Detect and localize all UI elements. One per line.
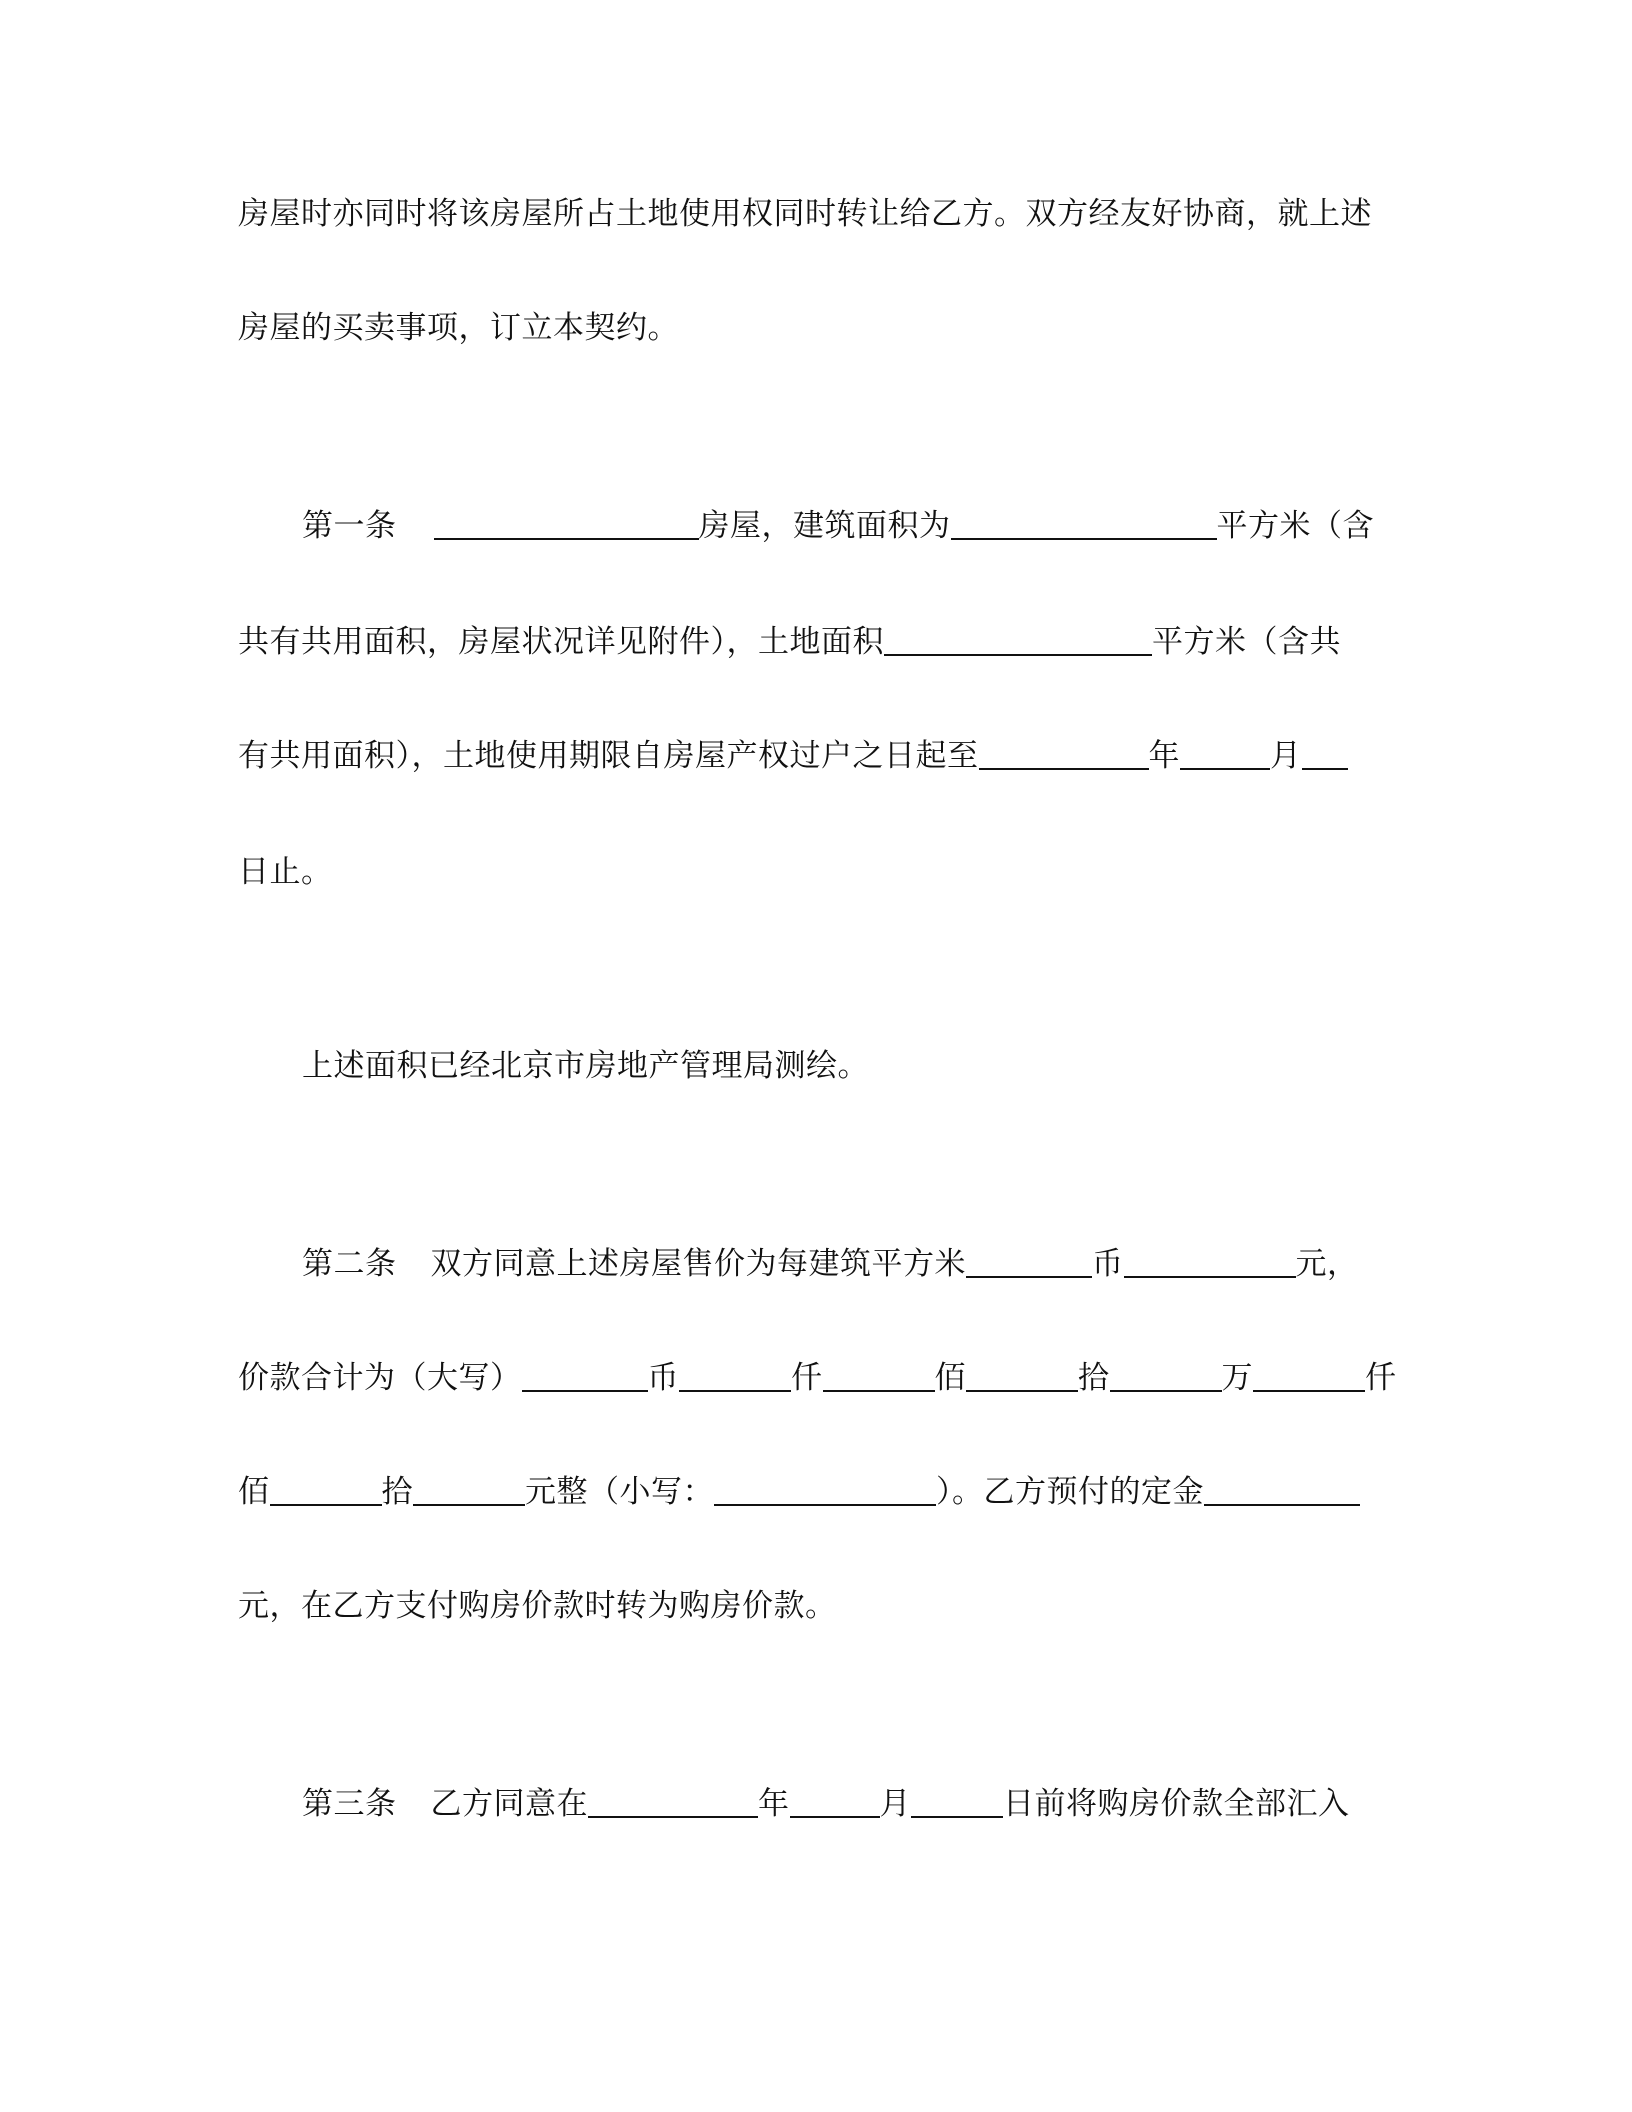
article-1-line-1: [302, 506, 1374, 546]
article-2-text-1: 双方同意上述房屋售价为每建筑平方米: [430, 1246, 966, 1282]
land-area-blank[interactable]: [884, 626, 1152, 656]
total-shi-wan-blank[interactable]: [966, 1362, 1078, 1392]
article-2-text-9: 万: [1221, 1360, 1253, 1396]
article-2-text-2: 币: [1092, 1246, 1124, 1282]
article-1-line-3: [238, 736, 1348, 776]
article-3-text-1: 乙方同意在: [430, 1786, 588, 1822]
total-qian-wan-blank[interactable]: [679, 1362, 791, 1392]
term-year-blank[interactable]: [979, 740, 1149, 770]
total-shi-blank[interactable]: [413, 1476, 525, 1506]
article-3-text-3: 月: [879, 1786, 911, 1822]
payment-year-blank[interactable]: [588, 1788, 758, 1818]
article-1-text-2: 平方米（含: [1216, 508, 1374, 544]
payment-day-blank[interactable]: [911, 1788, 1003, 1818]
article-2-line-4: [238, 1586, 837, 1626]
article-2-text-4: 价款合计为（大写）: [238, 1360, 522, 1396]
survey-note-line: [302, 1046, 869, 1086]
article-2-text-11: 佰: [238, 1474, 270, 1510]
total-wan-blank[interactable]: [1110, 1362, 1222, 1392]
article-2-text-10: 仟: [1365, 1360, 1397, 1396]
article-2-text-12: 拾: [381, 1474, 413, 1510]
article-3-line-1: [302, 1784, 1350, 1824]
term-day-blank[interactable]: [1302, 740, 1348, 770]
article-2-text-6: 仟: [791, 1360, 823, 1396]
article-1-label: 第一条: [302, 508, 397, 544]
article-2-text-5: 币: [647, 1360, 679, 1396]
article-1-text-4: 平方米（含共: [1152, 624, 1341, 660]
article-1-line-2: [238, 622, 1341, 662]
survey-note: 上述面积已经北京市房地产管理局测绘。: [302, 1048, 869, 1084]
article-1-text-3: 共有共用面积，房屋状况详见附件），土地面积: [238, 624, 884, 660]
term-month-blank[interactable]: [1180, 740, 1270, 770]
deposit-amount-blank[interactable]: [1204, 1476, 1360, 1506]
article-2-text-3: 元，: [1295, 1246, 1359, 1282]
article-1-text-5: 有共用面积），土地使用期限自房屋产权过户之日起至: [238, 738, 979, 774]
unit-price-amount-blank[interactable]: [1124, 1248, 1296, 1278]
building-area-blank[interactable]: [951, 510, 1217, 540]
total-currency-blank[interactable]: [522, 1362, 648, 1392]
article-2-line-2: [238, 1358, 1397, 1398]
article-2-text-8: 拾: [1078, 1360, 1110, 1396]
article-1-text-6: 年: [1148, 738, 1180, 774]
article-1-text-8: 日止。: [238, 854, 333, 890]
article-2-text-14: ）。乙方预付的定金: [936, 1474, 1204, 1510]
payment-month-blank[interactable]: [790, 1788, 880, 1818]
intro-line-1: [238, 194, 1372, 234]
article-3-label: 第三条: [302, 1786, 397, 1822]
article-1-text-7: 月: [1270, 738, 1302, 774]
unit-price-currency-blank[interactable]: [966, 1248, 1092, 1278]
article-2-text-13: 元整（小写：: [525, 1474, 714, 1510]
article-3-text-4: 日前将购房价款全部汇入: [1003, 1786, 1350, 1822]
article-2-text-7: 佰: [934, 1360, 966, 1396]
article-2-line-3: [238, 1472, 1360, 1512]
article-1-text-1: 房屋，建筑面积为: [698, 508, 951, 544]
intro-text-1: 房屋时亦同时将该房屋所占土地使用权同时转让给乙方。双方经友好协商，就上述: [238, 196, 1372, 232]
intro-line-2: [238, 308, 679, 348]
article-2-label: 第二条: [302, 1246, 397, 1282]
article-1-line-4: [238, 852, 333, 892]
article-2-line-1: [302, 1244, 1359, 1284]
total-qian-blank[interactable]: [1253, 1362, 1365, 1392]
house-location-blank[interactable]: [434, 510, 699, 540]
article-3-text-2: 年: [758, 1786, 790, 1822]
total-numeric-blank[interactable]: [714, 1476, 936, 1506]
total-bai-blank[interactable]: [270, 1476, 382, 1506]
total-bai-wan-blank[interactable]: [823, 1362, 935, 1392]
article-2-text-15: 元，在乙方支付购房价款时转为购房价款。: [238, 1588, 837, 1624]
intro-text-2: 房屋的买卖事项，订立本契约。: [238, 310, 679, 346]
